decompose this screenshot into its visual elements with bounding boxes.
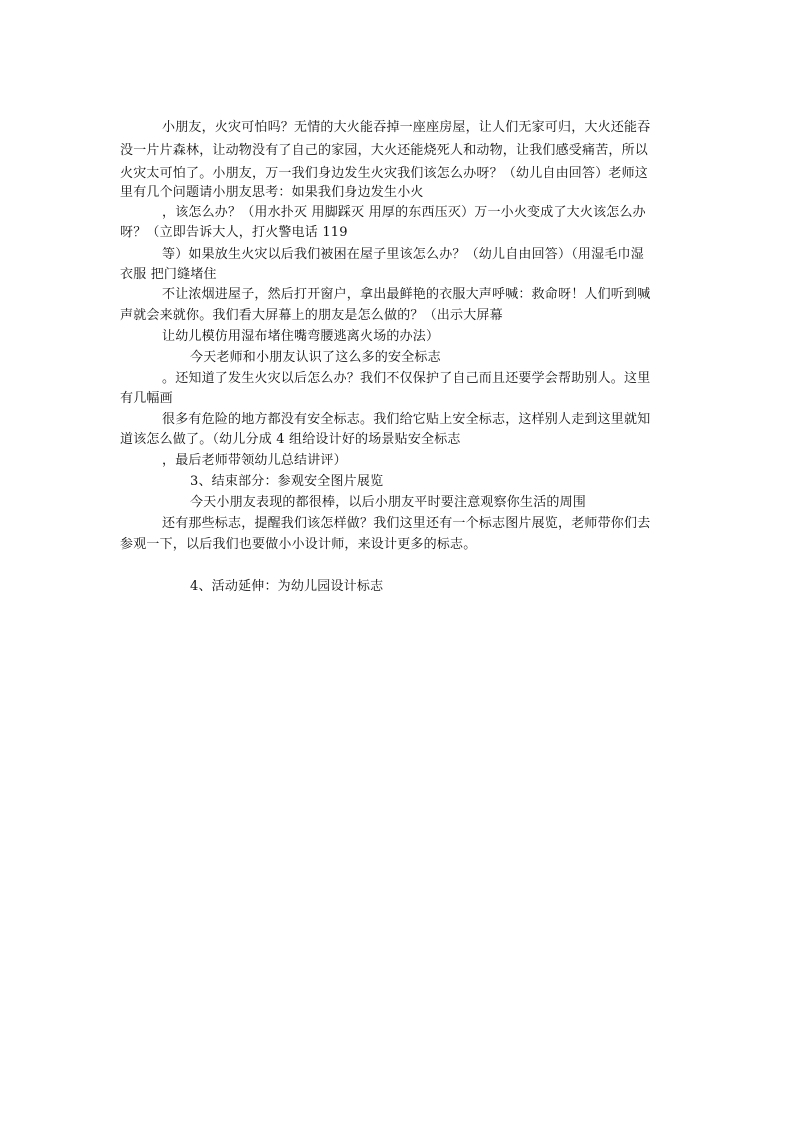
text-line: 参观一下，以后我们也要做小小设计师，来设计更多的标志。 xyxy=(120,537,477,552)
text-line: 里有几个问题请小朋友思考：如果我们身边发生小火 xyxy=(120,185,424,200)
text-line: 今天老师和小朋友认识了这么多的安全标志 xyxy=(190,350,441,365)
text-line: 小朋友，火灾可怕吗？无情的大火能吞掉一座座房屋，让人们无家可归，大火还能吞 xyxy=(162,120,651,135)
text-line: ，该怎么办？（用水扑灭 用脚踩灭 用厚的东西压灭）万一小火变成了大火该怎么办 xyxy=(162,205,646,220)
text-line: 声就会来就你。我们看大屏幕上的朋友是怎么做的？（出示大屏幕 xyxy=(120,308,503,323)
section-heading: 3、结束部分：参观安全图片展览 xyxy=(190,474,384,489)
text-line: 不让浓烟进屋子，然后打开窗户，拿出最鲜艳的衣服大声呼喊：救命呀！人们听到喊 xyxy=(162,287,651,302)
text-line: 让幼儿模仿用湿布堵住嘴弯腰逃离火场的办法） xyxy=(162,329,440,344)
text-line: 今天小朋友表现的都很棒，以后小朋友平时要注意观察你生活的周围 xyxy=(190,495,587,510)
section-heading: 4、活动延伸：为幼儿园设计标志 xyxy=(190,579,384,594)
text-line: 火灾太可怕了。小朋友，万一我们身边发生火灾我们该怎么办呀？（幼儿自由回答）老师这 xyxy=(120,166,649,181)
text-line: 呀？（立即告诉大人，打火警电话 119 xyxy=(120,225,348,240)
text-line: 很多有危险的地方都没有安全标志。我们给它贴上安全标志，这样别人走到这里就知 xyxy=(162,412,651,427)
text-line: 没一片片森林，让动物没有了自己的家园，大火还能烧死人和动物，让我们感受痛苦，所以 xyxy=(120,143,649,158)
text-line: 。还知道了发生火灾以后怎么办？我们不仅保护了自己而且还要学会帮助别人。这里 xyxy=(162,371,651,386)
text-line: 道该怎么做了。（幼儿分成 4 组给设计好的场景贴安全标志 xyxy=(120,432,461,447)
text-line: 还有那些标志，提醒我们该怎样做？我们这里还有一个标志图片展览，老师带你们去 xyxy=(162,516,651,531)
text-line: 等）如果放生火灾以后我们被困在屋子里该怎么办？（幼儿自由回答）（用湿毛巾湿 xyxy=(162,247,644,262)
text-line: 衣服 把门缝堵住 xyxy=(120,267,217,282)
text-line: 有几幅画 xyxy=(120,391,173,406)
text-line: ，最后老师带领幼儿总结讲评） xyxy=(162,453,347,468)
